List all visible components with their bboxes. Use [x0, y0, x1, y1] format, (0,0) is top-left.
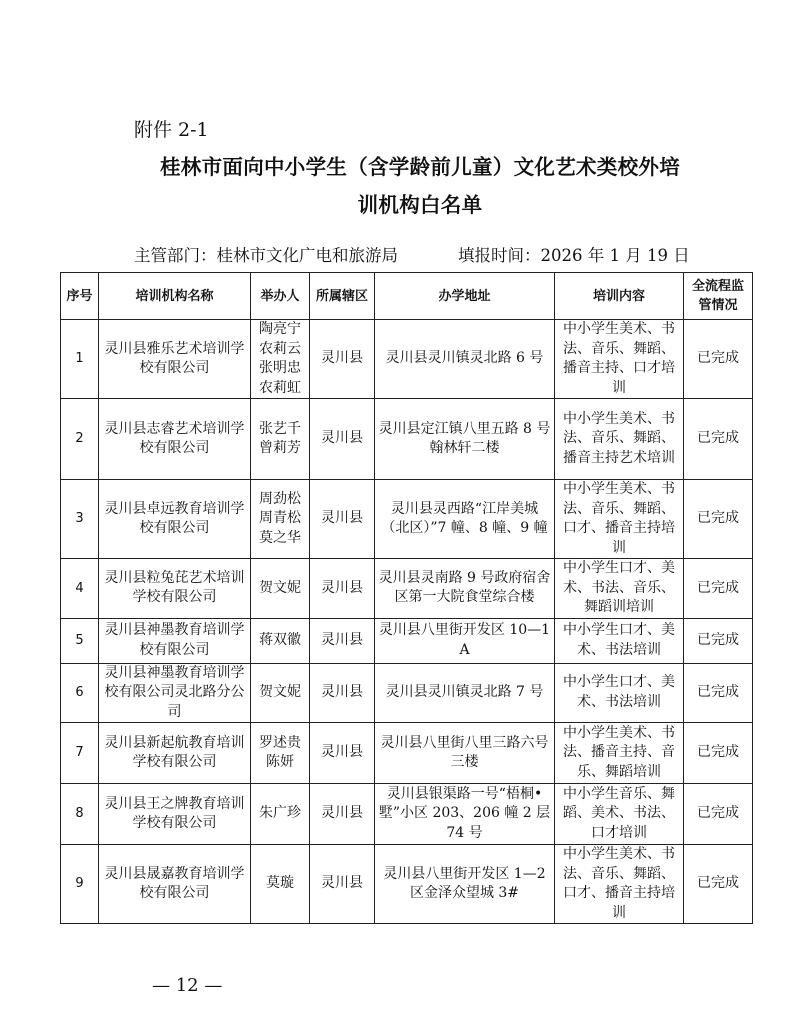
cell-content: 中小学生美术、书法、音乐、舞蹈、口才、播音主持培训 — [555, 845, 684, 924]
table-row — [61, 784, 753, 845]
cell-name: 灵川县神墨教育培训学校有限公司 — [99, 618, 251, 663]
cell-district: 灵川县 — [310, 559, 375, 619]
cell-district: 灵川县 — [310, 399, 375, 480]
cell-name: 灵川县王之牌教育培训学校有限公司 — [99, 784, 251, 845]
cell-district: 灵川县 — [310, 320, 375, 399]
cell-content: 中小学生美术、书法、音乐、舞蹈、播音主持、口才培训 — [555, 320, 684, 399]
cell-index: 5 — [61, 618, 99, 663]
cell-address: 灵川县定江镇八里五路 8 号翰林轩二楼 — [375, 399, 555, 480]
cell-content: 中小学生美术、书法、播音主持、音乐、舞蹈培训 — [555, 723, 684, 784]
cell-index: 2 — [61, 399, 99, 480]
cell-supervision: 已完成 — [684, 845, 753, 924]
cell-district: 灵川县 — [310, 845, 375, 924]
fill-date-label: 填报时间：2026 年 1 月 19 日 — [458, 246, 690, 265]
cell-district: 灵川县 — [310, 618, 375, 663]
cell-address: 灵川县灵川镇灵北路 7 号 — [375, 663, 555, 723]
cell-supervision: 已完成 — [684, 784, 753, 845]
cell-index: 1 — [61, 320, 99, 399]
cell-organizer: 张艺千曾莉芳 — [251, 399, 310, 480]
cell-supervision: 已完成 — [684, 723, 753, 784]
cell-organizer: 莫璇 — [251, 845, 310, 924]
cell-supervision: 已完成 — [684, 399, 753, 480]
table-row — [61, 663, 753, 723]
cell-index: 9 — [61, 845, 99, 924]
whitelist-table — [60, 272, 753, 924]
header-district: 所属辖区 — [310, 273, 375, 320]
cell-content: 中小学生口才、美术、书法培训 — [555, 618, 684, 663]
cell-name: 灵川县新起航教育培训学校有限公司 — [99, 723, 251, 784]
document-title-line2: 训机构白名单 — [357, 193, 483, 217]
cell-supervision: 已完成 — [684, 480, 753, 559]
table-row — [61, 320, 753, 399]
cell-supervision: 已完成 — [684, 320, 753, 399]
page-number: — 12 — — [152, 975, 223, 996]
document-title-line1: 桂林市面向中小学生（含学龄前儿童）文化艺术类校外培 — [160, 155, 680, 179]
table-row — [61, 845, 753, 924]
cell-supervision: 已完成 — [684, 618, 753, 663]
cell-address: 灵川县八里街开发区 10—1A — [375, 618, 555, 663]
cell-index: 4 — [61, 559, 99, 619]
header-index: 序号 — [61, 273, 99, 320]
cell-organizer: 蒋双徽 — [251, 618, 310, 663]
table-row — [61, 618, 753, 663]
cell-district: 灵川县 — [310, 480, 375, 559]
cell-content: 中小学生口才、美术、书法培训 — [555, 663, 684, 723]
header-name: 培训机构名称 — [99, 273, 251, 320]
cell-district: 灵川县 — [310, 723, 375, 784]
table-row — [61, 480, 753, 559]
department-label: 主管部门：桂林市文化广电和旅游局 — [134, 246, 398, 265]
table-row — [61, 399, 753, 480]
cell-index: 3 — [61, 480, 99, 559]
cell-organizer: 陶亮宁农莉云张明忠农莉虹 — [251, 320, 310, 399]
cell-name: 灵川县雅乐艺术培训学校有限公司 — [99, 320, 251, 399]
cell-content: 中小学生美术、书法、音乐、舞蹈、口才、播音主持培训 — [555, 480, 684, 559]
cell-district: 灵川县 — [310, 663, 375, 723]
cell-index: 8 — [61, 784, 99, 845]
cell-index: 6 — [61, 663, 99, 723]
attachment-label: 附件 2-1 — [134, 119, 209, 141]
header-content: 培训内容 — [555, 273, 684, 320]
cell-organizer: 罗述贵陈妍 — [251, 723, 310, 784]
cell-content: 中小学生音乐、舞蹈、美术、书法、口才培训 — [555, 784, 684, 845]
cell-address: 灵川县灵西路“江岸美城（北区）”7 幢、8 幢、9 幢 — [375, 480, 555, 559]
header-address: 办学地址 — [375, 273, 555, 320]
cell-name: 灵川县神墨教育培训学校有限公司灵北路分公司 — [99, 663, 251, 723]
cell-index: 7 — [61, 723, 99, 784]
cell-address: 灵川县银渠路一号“梧桐•墅”小区 203、206 幢 2 层 74 号 — [375, 784, 555, 845]
cell-content: 中小学生美术、书法、音乐、舞蹈、播音主持艺术培训 — [555, 399, 684, 480]
cell-content: 中小学生口才、美术、书法、音乐、舞蹈训培训 — [555, 559, 684, 619]
cell-district: 灵川县 — [310, 784, 375, 845]
cell-address: 灵川县灵川镇灵北路 6 号 — [375, 320, 555, 399]
cell-organizer: 周劲松周青松莫之华 — [251, 480, 310, 559]
table-header-row — [61, 273, 753, 320]
cell-address: 灵川县八里街开发区 1—2 区金泽众望城 3# — [375, 845, 555, 924]
cell-supervision: 已完成 — [684, 559, 753, 619]
cell-organizer: 朱广珍 — [251, 784, 310, 845]
cell-address: 灵川县灵南路 9 号政府宿舍区第一大院食堂综合楼 — [375, 559, 555, 619]
cell-organizer: 贺文妮 — [251, 663, 310, 723]
cell-name: 灵川县志睿艺术培训学校有限公司 — [99, 399, 251, 480]
header-organizer: 举办人 — [251, 273, 310, 320]
cell-organizer: 贺文妮 — [251, 559, 310, 619]
table-row — [61, 559, 753, 619]
cell-name: 灵川县晟嘉教育培训学校有限公司 — [99, 845, 251, 924]
header-supervision: 全流程监管情况 — [684, 273, 753, 320]
table-row — [61, 723, 753, 784]
cell-name: 灵川县粒兔芘艺术培训学校有限公司 — [99, 559, 251, 619]
cell-supervision: 已完成 — [684, 663, 753, 723]
cell-address: 灵川县八里街八里三路六号三楼 — [375, 723, 555, 784]
cell-name: 灵川县卓远教育培训学校有限公司 — [99, 480, 251, 559]
